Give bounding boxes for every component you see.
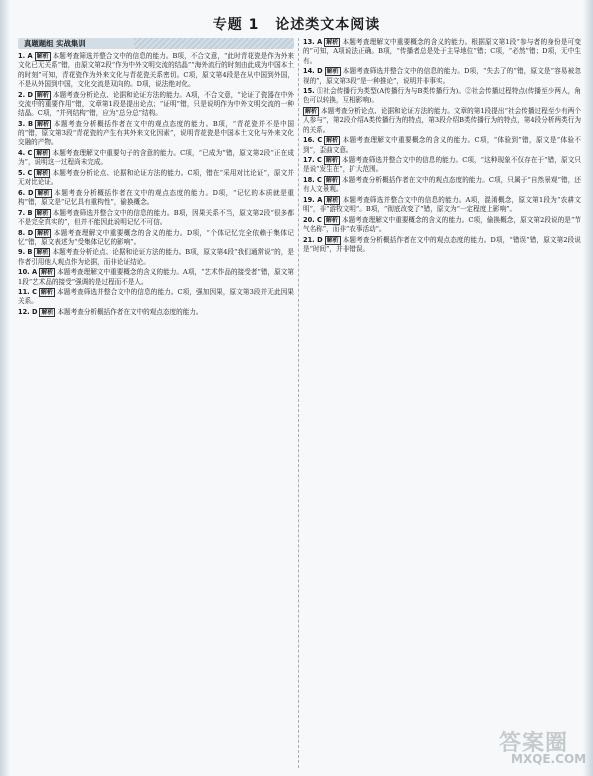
analysis-tag: 解析: [40, 289, 53, 297]
analysis-tag: 解析: [326, 196, 339, 204]
answer-text: 本题考查分析概括作者在文中的观点态度的能力。C项，只属于“自然景观”错，还有人文景观。: [303, 175, 581, 194]
answer-item: [18, 229, 294, 248]
answer-number: 6. D: [18, 188, 34, 197]
answer-item: [18, 120, 294, 148]
answer-text: 本题考查理解文中重要概念的含义的能力。C项，偷换概念，原文第2段说的是“节气名称”，而非“农事活动”。: [303, 215, 581, 234]
analysis-tag: 解析: [325, 176, 338, 184]
answer-item: [303, 136, 581, 155]
answer-text: 本题考查分析论点、论据和论证方法的能力。A项，不合文意，“论证了瓷器在中外交流中的重要作用”错，文章第1段是提出论点；“证明”错，只是说明作为中外文明交流的一种结晶。C项，“并列结构”错，应为“总分总”结构。: [18, 90, 294, 118]
answer-item: [303, 216, 581, 235]
answer-number: 11. C: [18, 288, 37, 297]
answer-text: 本题考查筛选并整合文中的信息的能力。D项，“失去了的”错，原文是“容易被忽视的”，原文第3段“是一种推论”，说明并非事实。: [303, 67, 582, 85]
column-divider: [298, 38, 299, 768]
answer-item: [18, 189, 294, 208]
answer-text: 本题考查筛选并整合文中的信息的能力。A项，混淆概念，原文第1段为“农耕文明”，非“游牧文明”。B项，“彻底改变了”错，原文为“一定程度上影响”。: [303, 195, 581, 214]
answer-text: 本题考查筛选并整合文中的信息的能力。B项，不合文意，“此时青花瓷是作为外来文化已无关系”错，由原文第2段“作为中外文明交流的结晶”“海外流行的时刻由此成为中国本土的时刻”可知，青花瓷作为外来文化与青花瓷关系密切。C项，原文第4段是在从中国到外国，不是从外国到中国，文化交流是双向的。D项，说法绝对化。: [18, 52, 294, 89]
page-header: [0, 14, 593, 34]
answer-number: 7. B: [18, 208, 33, 217]
answer-text: 本题考查理解文中重要概念的含义的能力。A项，“艺术作品的接受者”错，原文第1段“艺术品的接受”强调的是过程而不是人。: [18, 268, 294, 286]
analysis-tag: 解析: [36, 169, 49, 177]
answer-item: [18, 288, 294, 307]
answer-text: 本题考查分析论点、论据和论证方法的能力。B项，原文第4段“我们通常说”的，是作者引用他人观点作为论据，而非论证结论。: [18, 248, 295, 266]
answer-number: 5. C: [18, 168, 33, 177]
right-column: [303, 38, 581, 255]
answer-text: 本题考查筛选并整合文中的信息的能力。C项，“这种现象不仅存在于”错，原文只是说“发生在”，扩大范围。: [303, 156, 581, 174]
watermark-url: MXQE.COM: [511, 752, 587, 766]
analysis-tag: 解析: [36, 249, 49, 257]
answer-item: [18, 52, 294, 89]
answer-item: [18, 248, 294, 267]
analysis-tag: 解析: [326, 137, 339, 145]
answer-number: 18. C: [303, 175, 322, 184]
answer-item: [303, 38, 581, 66]
answer-text: 本题考查理解文中重要概念的含义的能力。D项，“个体记忆完全依赖于集体记忆”错，原文表述为“受集体记忆的影响”。: [18, 228, 294, 246]
analysis-tag: 解析: [37, 120, 50, 128]
answer-number: 10. A: [18, 268, 38, 277]
answer-text: 本题考查分析概括作者在文中的观点态度的能力。: [57, 308, 203, 316]
analysis-tag: 解析: [36, 209, 49, 217]
page-right-edge: [583, 0, 593, 776]
answer-number: 13. A: [303, 38, 323, 46]
analysis-tag: 解析: [325, 157, 338, 165]
answer-number: 15.: [303, 87, 315, 96]
answer-number: 1. A: [18, 52, 33, 60]
analysis-tag: 解析: [37, 229, 50, 237]
answer-item: [18, 169, 294, 188]
analysis-tag: 解析: [41, 309, 54, 316]
analysis-tag: 解析: [326, 68, 339, 76]
answer-item: [303, 176, 581, 195]
answer-text: ①社会传播行为类型(A传播行为与B类传播行为)。②社会传播过程特点(传播至少两人，角色可以转换，互相影响)。: [303, 87, 581, 105]
answer-item: [303, 196, 581, 215]
answer-text: 本题考查筛选并整合文中的信息的能力。B项，因果关系不当，原文第2段“很多都不是完全真实的”，但并不能因此说明记忆不可信。: [18, 208, 294, 226]
analysis-tag: 解析: [41, 269, 54, 277]
answer-text: 本题考查分析概括作者在文中的观点态度的能力。D项，“记忆的本质就是重构”错，原文是“记忆具有重构性”，偷换概念。: [18, 188, 294, 207]
answer-text: 本题考查分析概括作者在文中的观点态度的能力。B项，“青花瓷并不是中国的”错，原文第3段“青花瓷的产生有其外来文化因素”，说明青花瓷是中国本土文化与外来文化交融的产物。: [18, 119, 294, 147]
answer-item: [303, 236, 581, 255]
section-subheader: 真题题组 实战集训: [18, 38, 294, 49]
left-column: [18, 38, 294, 319]
analysis-tag: 解析: [325, 216, 338, 224]
answer-number: 4. C: [18, 149, 33, 157]
answer-number: 20. C: [303, 215, 322, 224]
answer-number: 9. B: [18, 248, 33, 257]
answer-item: [303, 107, 581, 135]
analysis-tag: 解析: [37, 189, 50, 197]
analysis-tag: 解析: [326, 39, 339, 46]
answer-number: 19. A: [303, 195, 323, 204]
answer-item: [18, 308, 294, 317]
answer-text: 本题考查筛选并整合文中的信息的能力。C项，强加因果，原文第3段并无此因果关系。: [18, 288, 294, 306]
page-left-edge: [0, 0, 10, 776]
answer-item: [18, 149, 294, 168]
answer-text: 本题考查分析概括作者在文中的观点态度的能力。D项，“错误”错，原文第2段说是“时间”，并非错误。: [303, 235, 581, 253]
answer-number: 12. D: [18, 308, 38, 316]
analysis-tag: 解析: [36, 91, 49, 99]
answer-text: 本题考查分析论点、论据和论证方法的能力。C项，错在“采用对比论证”，原文并无对比论证。: [18, 168, 294, 187]
answer-item: [18, 91, 294, 119]
answer-number: 3. B: [18, 119, 34, 128]
watermark-logo-text: 答案圈: [499, 731, 569, 756]
answer-number: 8. D: [18, 228, 34, 237]
answer-number: 16. C: [303, 136, 323, 145]
answer-number: 21. D: [303, 235, 323, 244]
analysis-tag: 解析: [36, 150, 49, 157]
answer-item: [18, 268, 294, 287]
answer-text: 本题考查理解文中重要概念的含义的能力。根据原文第1段“参与者的身份是可变的”可知，A项说法正确。B项，“传播者总是处于主导地位”错；C项，“必然”错；D项，无中生有。: [303, 38, 581, 65]
answer-number: 2. D: [18, 90, 33, 99]
site-watermark: [493, 724, 585, 770]
analysis-tag: 解析: [305, 107, 318, 115]
answer-number: 17. C: [303, 156, 322, 165]
analysis-tag: 解析: [36, 53, 49, 60]
answer-text: 本题考查理解文中重要句子的含意的能力。C项，“已成为”错，原文第2段“正在成为”，说明这一过程尚未完成。: [18, 149, 294, 167]
answer-item: [18, 209, 294, 228]
answer-number: 14. D: [303, 67, 323, 76]
answer-text: 本题考查分析论点、论据和论证方法的能力。文章的第1段提出“社会传播过程至少有两个人参与”，第2段介绍A类传播行为的特点，第3段介绍B类传播行为的特点，第4段分析两类行为的关系。: [303, 106, 581, 134]
answer-item: [303, 156, 581, 175]
topic-title: 论述类文本阅读: [275, 17, 381, 33]
answer-item: [303, 67, 581, 86]
answer-text: 本题考查理解文中重要概念的含义的能力。C项，“体验到”错，原文是“体验不到”，歪曲文意。: [303, 136, 581, 154]
answer-item: [303, 87, 581, 106]
analysis-tag: 解析: [326, 236, 339, 244]
topic-number: 专题 1: [212, 17, 260, 33]
